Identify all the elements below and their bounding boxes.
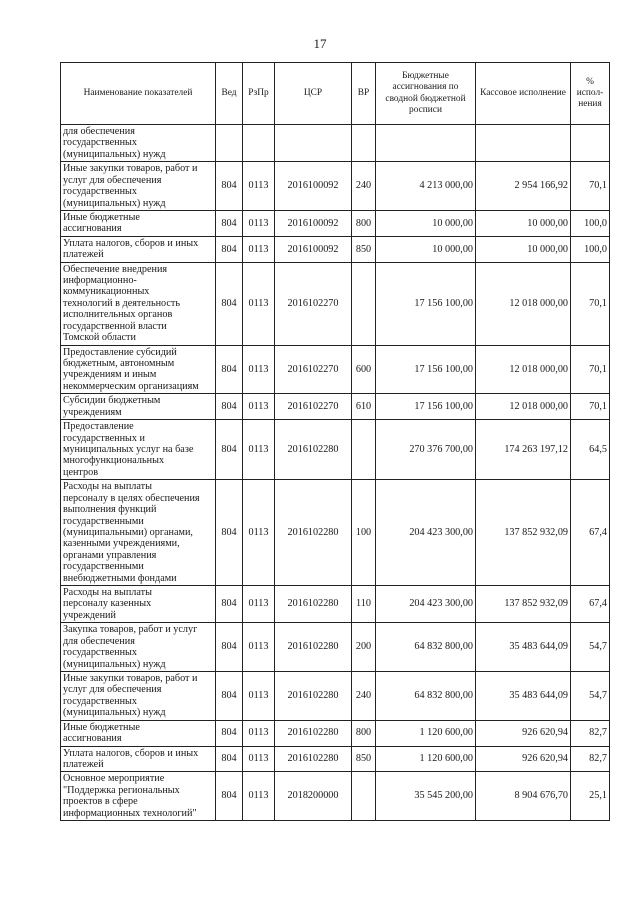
- row-cash-execution: 12 018 000,00: [476, 345, 571, 394]
- row-cash-execution: 10 000,00: [476, 210, 571, 236]
- row-indicator-name: для обеспечения государственных (муниципальных) нужд: [61, 125, 216, 162]
- row-csr: 2016102280: [275, 420, 352, 480]
- row-cash-execution: [476, 125, 571, 162]
- table-row: [61, 623, 610, 672]
- row-execution-percent: 67,4: [571, 480, 610, 586]
- row-vr: [352, 125, 376, 162]
- row-execution-percent: 70,1: [571, 394, 610, 420]
- row-rzpr: 0113: [243, 746, 275, 772]
- row-execution-percent: [571, 125, 610, 162]
- row-cash-execution: 12 018 000,00: [476, 394, 571, 420]
- row-rzpr: 0113: [243, 586, 275, 623]
- row-ved: 804: [216, 394, 243, 420]
- row-ved: 804: [216, 586, 243, 623]
- table-row: [61, 345, 610, 394]
- row-ved: 804: [216, 420, 243, 480]
- row-vr: 610: [352, 394, 376, 420]
- row-indicator-name: Иные бюджетные ассигнования: [61, 720, 216, 746]
- row-cash-execution: 174 263 197,12: [476, 420, 571, 480]
- row-rzpr: 0113: [243, 162, 275, 211]
- header-vr: ВР: [352, 63, 376, 125]
- row-ved: [216, 125, 243, 162]
- row-execution-percent: 64,5: [571, 420, 610, 480]
- table-row: [61, 420, 610, 480]
- row-indicator-name: Основное мероприятие "Поддержка региональных проектов в сфере информационных технологий": [61, 772, 216, 821]
- table-row: [61, 262, 610, 345]
- table-row: [61, 720, 610, 746]
- header-csr: ЦСР: [275, 63, 352, 125]
- row-budget-allocations: 17 156 100,00: [376, 394, 476, 420]
- row-cash-execution: 8 904 676,70: [476, 772, 571, 821]
- header-execution-percent: % испол-нения: [571, 63, 610, 125]
- row-rzpr: [243, 125, 275, 162]
- row-budget-allocations: 17 156 100,00: [376, 345, 476, 394]
- row-vr: 800: [352, 210, 376, 236]
- row-budget-allocations: 270 376 700,00: [376, 420, 476, 480]
- row-execution-percent: 82,7: [571, 720, 610, 746]
- table-header: [61, 63, 610, 125]
- header-rzpr: РзПр: [243, 63, 275, 125]
- row-indicator-name: Уплата налогов, сборов и иных платежей: [61, 236, 216, 262]
- row-budget-allocations: 35 545 200,00: [376, 772, 476, 821]
- row-indicator-name: Расходы на выплаты персоналу казенных учреждений: [61, 586, 216, 623]
- row-ved: 804: [216, 480, 243, 586]
- table-row: [61, 746, 610, 772]
- table-row: [61, 671, 610, 720]
- row-ved: 804: [216, 345, 243, 394]
- row-budget-allocations: 4 213 000,00: [376, 162, 476, 211]
- row-execution-percent: 100,0: [571, 210, 610, 236]
- row-csr: 2016102280: [275, 586, 352, 623]
- row-execution-percent: 25,1: [571, 772, 610, 821]
- table-row: [61, 394, 610, 420]
- row-csr: 2016100092: [275, 210, 352, 236]
- row-budget-allocations: 204 423 300,00: [376, 586, 476, 623]
- row-budget-allocations: 10 000,00: [376, 236, 476, 262]
- row-vr: [352, 420, 376, 480]
- row-rzpr: 0113: [243, 772, 275, 821]
- row-execution-percent: 82,7: [571, 746, 610, 772]
- header-indicator-name: Наименование показателей: [61, 63, 216, 125]
- row-indicator-name: Расходы на выплаты персоналу в целях обеспечения выполнения функций государственными (муниципальными) органами, казенными учреждениями, органами управления государственными внебюджетными фондами: [61, 480, 216, 586]
- row-ved: 804: [216, 262, 243, 345]
- row-rzpr: 0113: [243, 720, 275, 746]
- row-csr: [275, 125, 352, 162]
- row-cash-execution: 2 954 166,92: [476, 162, 571, 211]
- row-csr: 2018200000: [275, 772, 352, 821]
- row-csr: 2016102280: [275, 480, 352, 586]
- row-ved: 804: [216, 162, 243, 211]
- row-indicator-name: Обеспечение внедрения информационно- коммуникационных технологий в деятельность исполнительных органов государственной власти Томской области: [61, 262, 216, 345]
- row-ved: 804: [216, 671, 243, 720]
- row-csr: 2016102270: [275, 262, 352, 345]
- row-rzpr: 0113: [243, 345, 275, 394]
- row-execution-percent: 54,7: [571, 671, 610, 720]
- row-ved: 804: [216, 746, 243, 772]
- row-budget-allocations: 64 832 800,00: [376, 623, 476, 672]
- table-row: [61, 586, 610, 623]
- row-indicator-name: Предоставление государственных и муниципальных услуг на базе многофункциональных центров: [61, 420, 216, 480]
- row-vr: 200: [352, 623, 376, 672]
- row-budget-allocations: [376, 125, 476, 162]
- row-rzpr: 0113: [243, 394, 275, 420]
- row-rzpr: 0113: [243, 671, 275, 720]
- row-indicator-name: Иные закупки товаров, работ и услуг для обеспечения государственных (муниципальных) нужд: [61, 162, 216, 211]
- table-row: [61, 772, 610, 821]
- row-indicator-name: Иные закупки товаров, работ и услуг для обеспечения государственных (муниципальных) нужд: [61, 671, 216, 720]
- row-ved: 804: [216, 236, 243, 262]
- row-execution-percent: 70,1: [571, 345, 610, 394]
- row-vr: [352, 772, 376, 821]
- row-indicator-name: Уплата налогов, сборов и иных платежей: [61, 746, 216, 772]
- row-indicator-name: Иные бюджетные ассигнования: [61, 210, 216, 236]
- table-row: [61, 162, 610, 211]
- row-budget-allocations: 17 156 100,00: [376, 262, 476, 345]
- row-csr: 2016102280: [275, 746, 352, 772]
- row-cash-execution: 12 018 000,00: [476, 262, 571, 345]
- row-rzpr: 0113: [243, 210, 275, 236]
- row-vr: 850: [352, 236, 376, 262]
- row-indicator-name: Закупка товаров, работ и услуг для обеспечения государственных (муниципальных) нужд: [61, 623, 216, 672]
- row-execution-percent: 70,1: [571, 262, 610, 345]
- row-vr: [352, 262, 376, 345]
- row-execution-percent: 100,0: [571, 236, 610, 262]
- row-rzpr: 0113: [243, 623, 275, 672]
- budget-execution-table: [60, 62, 610, 821]
- row-vr: 850: [352, 746, 376, 772]
- row-cash-execution: 10 000,00: [476, 236, 571, 262]
- row-ved: 804: [216, 210, 243, 236]
- row-csr: 2016102280: [275, 671, 352, 720]
- table-row: [61, 236, 610, 262]
- row-vr: 110: [352, 586, 376, 623]
- row-csr: 2016100092: [275, 162, 352, 211]
- table-row: [61, 480, 610, 586]
- row-rzpr: 0113: [243, 236, 275, 262]
- row-execution-percent: 70,1: [571, 162, 610, 211]
- table-row: [61, 210, 610, 236]
- row-csr: 2016102280: [275, 720, 352, 746]
- header-ved: Вед: [216, 63, 243, 125]
- row-rzpr: 0113: [243, 480, 275, 586]
- row-budget-allocations: 64 832 800,00: [376, 671, 476, 720]
- table-body: [61, 125, 610, 821]
- row-ved: 804: [216, 623, 243, 672]
- header-cash-execution: Кассовое исполнение: [476, 63, 571, 125]
- row-cash-execution: 137 852 932,09: [476, 586, 571, 623]
- row-cash-execution: 35 483 644,09: [476, 671, 571, 720]
- row-vr: 800: [352, 720, 376, 746]
- header-budget-allocations: Бюджетные ассигнования по сводной бюджетной росписи: [376, 63, 476, 125]
- row-rzpr: 0113: [243, 262, 275, 345]
- row-csr: 2016102270: [275, 345, 352, 394]
- page-number: 17: [313, 36, 327, 51]
- row-indicator-name: Предоставление субсидий бюджетным, автономным учреждениям и иным некоммерческим организациям: [61, 345, 216, 394]
- row-budget-allocations: 204 423 300,00: [376, 480, 476, 586]
- row-cash-execution: 926 620,94: [476, 746, 571, 772]
- row-csr: 2016102280: [275, 623, 352, 672]
- row-execution-percent: 54,7: [571, 623, 610, 672]
- row-budget-allocations: 10 000,00: [376, 210, 476, 236]
- table-row: [61, 125, 610, 162]
- row-cash-execution: 35 483 644,09: [476, 623, 571, 672]
- row-rzpr: 0113: [243, 420, 275, 480]
- row-csr: 2016100092: [275, 236, 352, 262]
- row-csr: 2016102270: [275, 394, 352, 420]
- row-ved: 804: [216, 772, 243, 821]
- row-execution-percent: 67,4: [571, 586, 610, 623]
- row-ved: 804: [216, 720, 243, 746]
- row-budget-allocations: 1 120 600,00: [376, 746, 476, 772]
- row-cash-execution: 137 852 932,09: [476, 480, 571, 586]
- row-budget-allocations: 1 120 600,00: [376, 720, 476, 746]
- row-cash-execution: 926 620,94: [476, 720, 571, 746]
- row-vr: 600: [352, 345, 376, 394]
- row-vr: 240: [352, 671, 376, 720]
- row-indicator-name: Субсидии бюджетным учреждениям: [61, 394, 216, 420]
- row-vr: 100: [352, 480, 376, 586]
- row-vr: 240: [352, 162, 376, 211]
